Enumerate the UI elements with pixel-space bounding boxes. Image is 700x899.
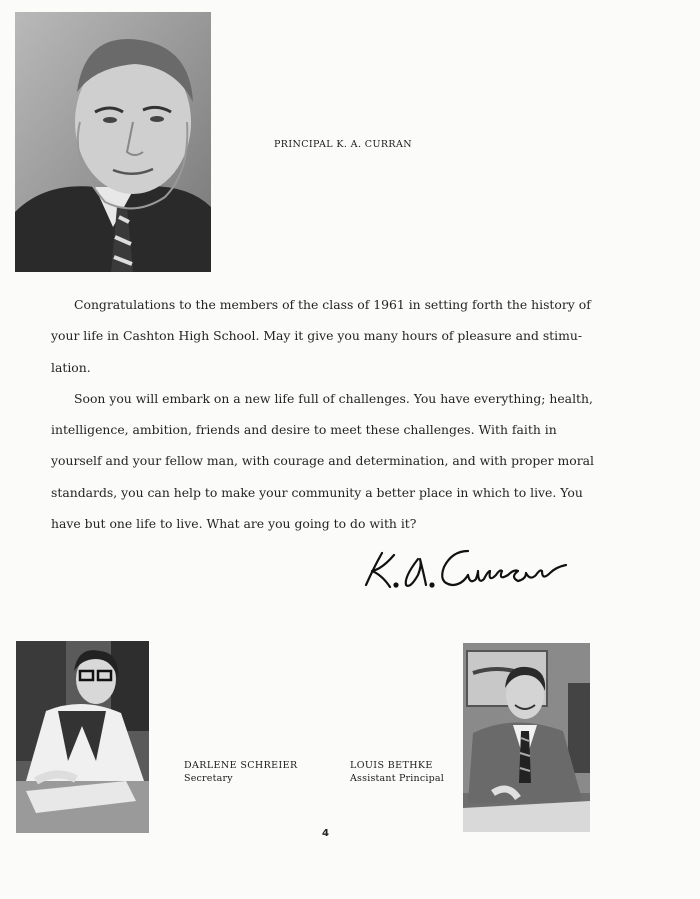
assistant-principal-caption bbox=[350, 759, 444, 785]
secretary-photo bbox=[16, 641, 149, 833]
principal-letter bbox=[51, 289, 601, 539]
secretary-name: DARLENE SCHREIER bbox=[184, 760, 298, 771]
secretary-title: Secretary bbox=[184, 773, 233, 784]
assistant-principal-name: LOUIS BETHKE bbox=[350, 760, 433, 771]
assistant-principal-title: Assistant Principal bbox=[350, 773, 444, 784]
principal-caption: PRINCIPAL K. A. CURRAN bbox=[274, 139, 412, 150]
principal-photo bbox=[15, 12, 211, 272]
principal-signature bbox=[360, 545, 572, 593]
secretary-caption bbox=[184, 759, 298, 785]
assistant-principal-photo bbox=[463, 643, 590, 832]
page-number: 4 bbox=[322, 828, 329, 839]
letter-paragraph: Congratulations to the members of the class of 1961 in setting forth the history of your life in Cashton High School. May it give you many hours of pleasure and stimu- lation. bbox=[51, 297, 591, 375]
letter-paragraph: Soon you will embark on a new life full of challenges. You have everything; health, intelligence, ambition, friends and desire to meet these challenges. With faith in yourself and your fellow man, with courage and determination, and with proper moral standards, you can help to make your community a better place in which to live. You have but one life to live. What are you going to do with it? bbox=[51, 390, 594, 532]
